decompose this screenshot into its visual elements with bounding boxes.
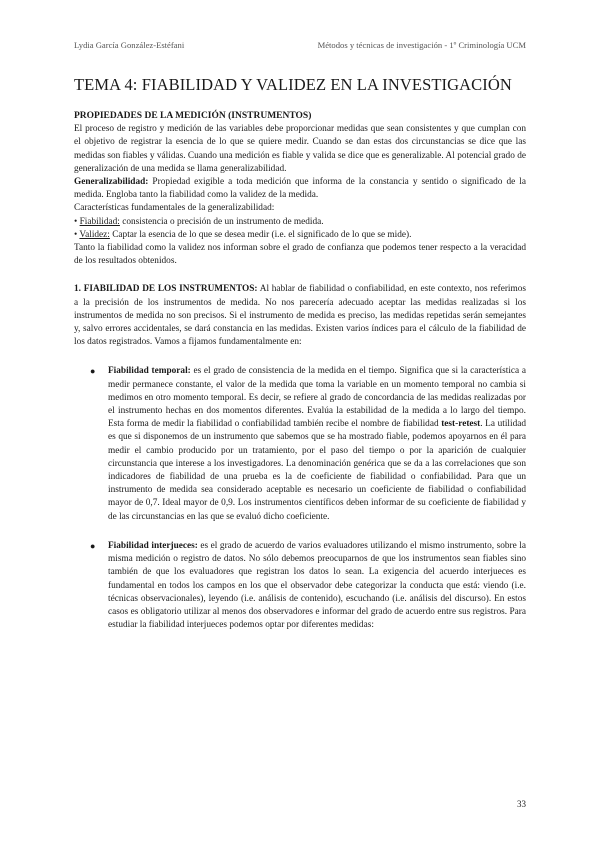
header-author: Lydia García González-Estéfani — [74, 40, 185, 50]
header-course: Métodos y técnicas de investigación - 1º Criminología UCM — [317, 40, 526, 50]
generalizabilidad-term: Generalizabilidad: — [74, 177, 149, 188]
list-item-fiabilidad-interjueces — [90, 540, 526, 632]
fiabilidad-interjueces-text: es el grado de acuerdo de varios evaluadores utilizando el mismo instrumento, sobre la misma medición o registro de datos. No sólo debemos preocuparnos de que los instrumentos sean fiables sino también de que los evaluadores que registran los datos lo sean. La exigencia del acuerdo interjueces es fundamental en todos los campos en los que el observador debe categorizar la conducta que está: viendo (i.e. técnicas observacionales), leyendo (i.e. análisis de contenido), escuchando (i.e. análisis del discurso). En estos casos es obligatorio utilizar al menos dos observadores e informar del grado de acuerdo entre sus registros. Para estudiar la fiabilidad interjueces podemos optar por diferentes medidas: — [108, 540, 526, 631]
fiabilidad-temporal-text-a: es el grado de consistencia de la medida en el tiempo. Significa que si la característica a medir permanece constante, el valor de la medida que toma la variable en un momento temporal no cambia si medimos en otro momento temporal. Es decir, se refiere al grado de concordancia de las medidas realizadas por el instrumento hechas en dos momentos diferentes. Evalúa la estabilidad de la medida a lo largo del tiempo. Esta forma de medir la fiabilidad o confiabilidad también recibe el nombre de fiabilidad — [108, 366, 526, 430]
bullet-mark: • — [74, 229, 78, 240]
list-item — [74, 229, 526, 242]
fiabilidad-text: consistencia o precisión de un instrumento de medida. — [119, 216, 324, 227]
fiabilidad-term: Fiabilidad: — [79, 216, 120, 227]
generalizabilidad-paragraph — [74, 176, 526, 202]
characteristics-intro: Características fundamentales de la generalizabilidad: — [74, 203, 275, 214]
page-title: TEMA 4: FIABILIDAD Y VALIDEZ EN LA INVESTIGACIÓN — [74, 75, 512, 94]
bullet-mark: • — [74, 216, 78, 227]
fiabilidad-temporal-text-b: . La utilidad es que si disponemos de un instrumento que sabemos que se ha mostrado fiable, podemos apoyarnos en él para medir el cambio producido por un tratamiento, por el paso del tiempo o por la aparición de cualquier circunstancia que interese a los investigadores. La denominación genérica que se da a las correlaciones que son indicadores de fiabilidad de una prueba es la de coeficiente de fiabilidad o confiabilidad. Para que un instrumento de medida sea considerado aceptable es necesario un coeficiente de fiabilidad o confiabilidad mayor de 0,7. Ideal mayor de 0,9. Los instrumentos científicos deben informar de su coeficiente de fiabilidad y de las circunstancias en las que se evaluó dicho coeficiente. — [108, 419, 526, 522]
generalizabilidad-text: Propiedad exigible a toda medición que informa de la constancia y sentido o significado de la medida. Engloba tanto la fiabilidad como la validez de la medida. — [74, 177, 526, 201]
page-content — [74, 74, 526, 632]
list-item-fiabilidad-temporal — [90, 365, 526, 523]
validez-text: Captar la esencia de lo que se desea medir (i.e. el significado de lo que se mide). — [109, 229, 412, 240]
list-item — [74, 216, 526, 229]
test-retest-term: test-retest — [441, 419, 481, 430]
section-heading-propiedades: PROPIEDADES DE LA MEDICIÓN (INSTRUMENTOS) — [74, 111, 312, 121]
page-header — [74, 40, 526, 50]
bullet-dot: ● — [90, 366, 96, 377]
validez-term: Validez: — [79, 229, 110, 240]
closing-paragraph: Tanto la fiabilidad como la validez nos informan sobre el grado de confianza que podemos tener respecto a la veracidad de los resultados obtenidos. — [74, 243, 526, 267]
section-heading-fiabilidad: 1. FIABILIDAD DE LOS INSTRUMENTOS: — [74, 284, 258, 295]
fiabilidad-types-list — [74, 365, 526, 523]
fiabilidad-interjueces-term: Fiabilidad interjueces: — [108, 540, 198, 551]
fiabilidad-temporal-term: Fiabilidad temporal: — [108, 366, 191, 377]
intro-paragraph: El proceso de registro y medición de las variables debe proporcionar medidas que sean consistentes y que cumplan con el objetivo de registrar la esencia de lo que se quiere medir. Cuando se dan estas dos circunstancias se dice que las medidas son fiables y válidas. Cuando una medición es fiable y valida se dice que es generalizable. Al potencial grado de generalización de una medida se llama generalizabilidad. — [74, 124, 526, 174]
page-number: 33 — [517, 799, 526, 809]
bullet-dot: ● — [90, 540, 96, 551]
fiabilidad-instrumentos-paragraph — [74, 283, 526, 349]
fiabilidad-instrumentos-text: Al hablar de fiabilidad o confiabilidad, en este contexto, nos referimos a la precisión de los instrumentos de medida. No nos parecería adecuado aceptar las medidas realizadas si los instrumentos de medida no son precisos. Si el instrumento de medida es preciso, las medidas repetidas serán semejantes y, salvo errores accidentales, se dará constancia en las medidas. Existen varios índices para el cálculo de la fiabilidad de los datos registrados. Vamos a fijamos fundamentalmente en: — [74, 284, 526, 348]
characteristics-list — [74, 216, 526, 242]
fiabilidad-types-list-2 — [74, 540, 526, 632]
